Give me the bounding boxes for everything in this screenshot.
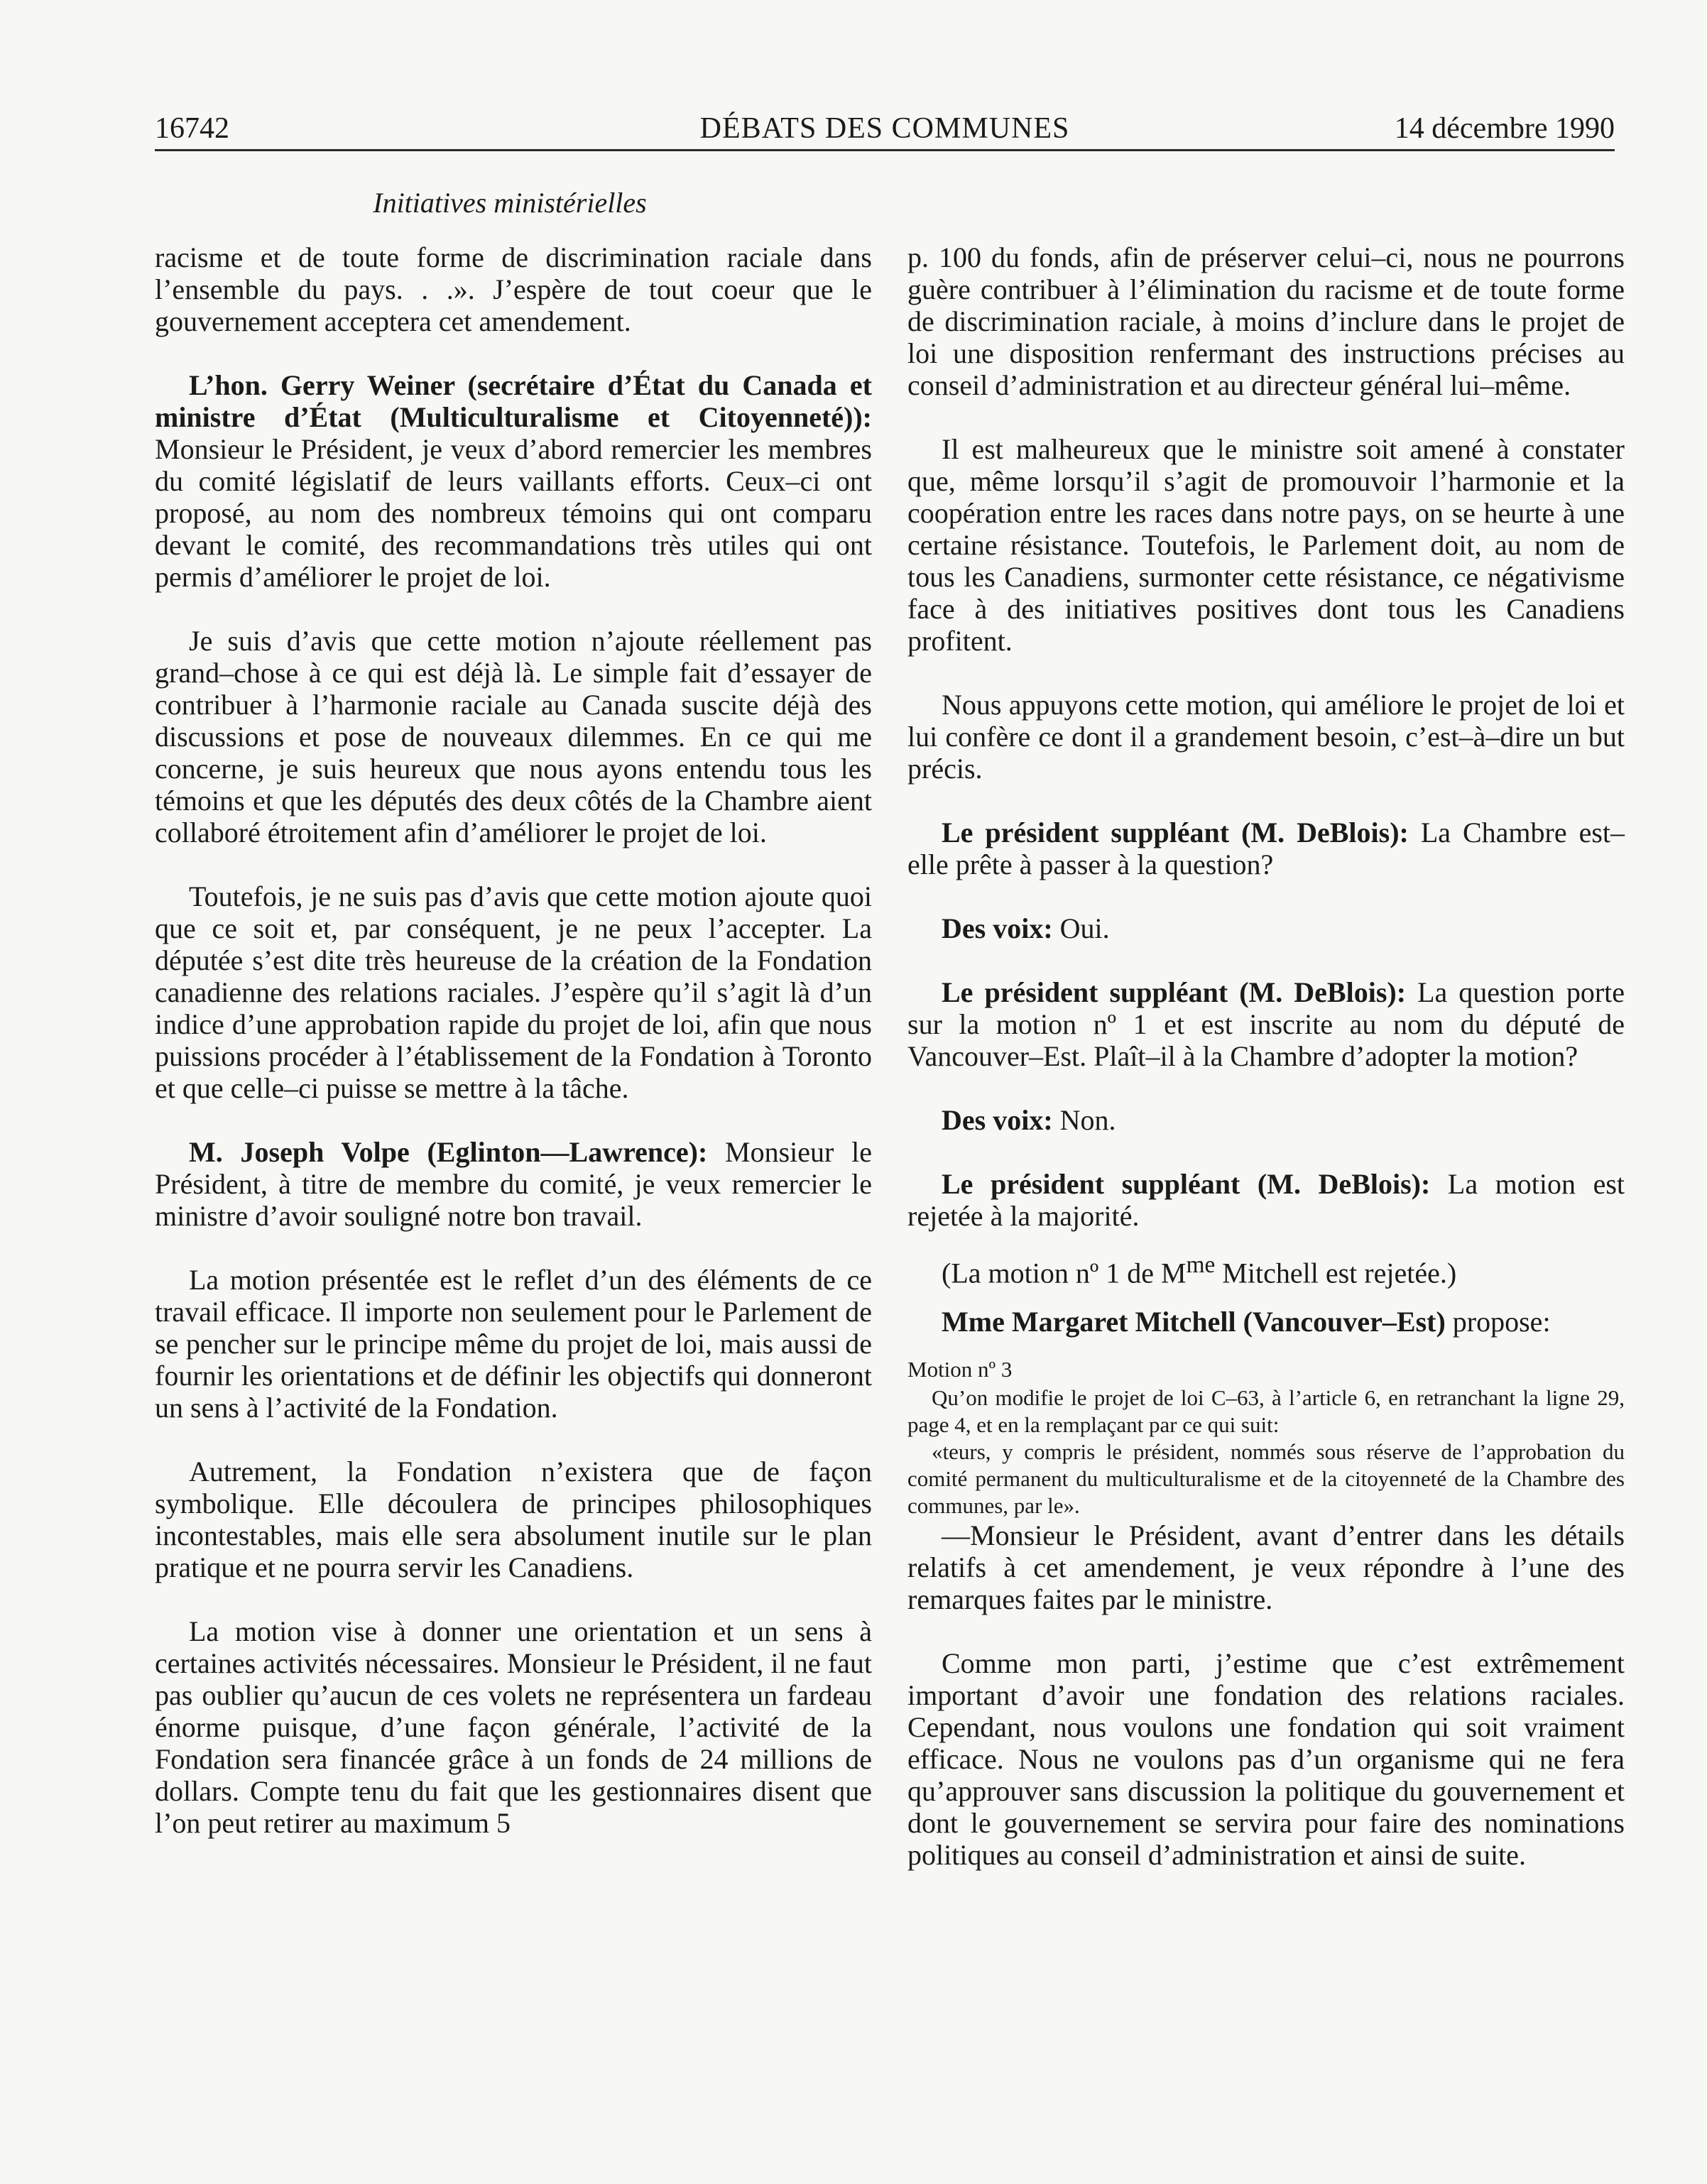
paragraph: La motion vise à donner une orientation et un sens à certaines activités nécessaires. Monsieur le Président, il ne faut pas oublier qu’aucun de ces volets ne représentera un fardeau énorme puisque, d’une façon générale, l’activité de la Fondation sera financée grâce à un fonds de 24 millions de dollars. Compte tenu du fait que les gestionnaires disent que l’on peut retirer au maximum 5 xyxy=(155,1615,872,1839)
paragraph: —Monsieur le Président, avant d’entrer dans les détails relatifs à cet amendement, je veux répondre à l’une des remarques faites par le ministre. xyxy=(907,1519,1625,1616)
speech-paragraph xyxy=(155,1136,872,1232)
paragraph: Je suis d’avis que cette motion n’ajoute réellement pas grand–chose à ce qui est déjà là. Le simple fait d’essayer de contribuer à l’harmonie raciale au Canada suscite déjà des discussions et pose de nouveaux dilemmes. En ce qui me concerne, je suis heureux que nous ayons entendu tous les témoins et que les députés des deux côtés de la Chambre aient collaboré étroitement afin d’améliorer le projet de loi. xyxy=(155,625,872,848)
speech-paragraph xyxy=(907,1306,1625,1338)
motion-label: Motion nº 3 xyxy=(907,1357,1013,1382)
speech-paragraph xyxy=(907,976,1625,1072)
speech-paragraph xyxy=(907,817,1625,880)
speaker-name: M. Joseph Volpe (Eglinton—Lawrence): xyxy=(189,1136,708,1168)
speaker-name: Des voix: xyxy=(942,1104,1053,1136)
page-number: 16742 xyxy=(155,112,229,145)
paragraph: Toutefois, je ne suis pas d’avis que cette motion ajoute quoi que ce soit et, par conséquent, je ne peux l’accepter. La députée s’est dite très heureuse de la création de la Fondation canadienne des relations raciales. J’espère qu’il s’agit là d’un indice d’une approbation rapide du projet de loi, afin que nous puissions procéder à l’établissement de la Fondation à Toronto et que celle–ci puisse se mettre à la tâche. xyxy=(155,880,872,1104)
speaker-name: Des voix: xyxy=(942,912,1053,944)
paragraph: p. 100 du fonds, afin de préserver celui–ci, nous ne pourrons guère contribuer à l’élimination du racisme et de toute forme de discrimination raciale, à moins d’inclure dans le projet de loi une disposition renfermant des instructions précises au conseil d’administration et au directeur général lui–même. xyxy=(907,241,1625,401)
running-header xyxy=(155,107,1615,151)
speaker-name: Le président suppléant (M. DeBlois): xyxy=(942,817,1409,848)
speech-text: La motion est rejetée à la majorité. xyxy=(907,1168,1625,1232)
header-rule xyxy=(155,149,1615,151)
speech-text: Oui. xyxy=(1059,912,1110,944)
superscript: me xyxy=(1186,1252,1216,1278)
right-column xyxy=(907,241,1625,1903)
journal-title: DÉBATS DES COMMUNES xyxy=(699,112,1070,145)
paragraph: Nous appuyons cette motion, qui améliore le projet de loi et lui confère ce dont il a grandement besoin, c’est–à–dire un but précis. xyxy=(907,689,1625,785)
motion-result: (La motion nº 1 de $M^{me}$ Mitchell est rejetée.) xyxy=(942,1252,1457,1289)
paragraph: La motion présentée est le reflet d’un des éléments de ce travail efficace. Il importe non seulement pour le Parlement de se pencher sur le principe même du projet de loi, mais aussi de fournir les orientations et de définir les objectifs qui donneront un sens à l’activité de la Fondation. xyxy=(155,1264,872,1424)
speech-text: Monsieur le Président, je veux d’abord remercier les membres du comité législatif de leurs vaillants efforts. Ceux–ci ont proposé, au nom des nombreux témoins qui ont comparu devant le comité, des recommandations très utiles qui ont permis d’améliorer le projet de loi. xyxy=(155,433,872,593)
speech-text: La question porte sur la motion nº 1 et est inscrite au nom du député de Vancouver–Est. Plaît–il à la Chambre d’adopter la motion? xyxy=(907,976,1625,1072)
motion-quote: «teurs, y compris le président, nommés sous réserve de l’approbation du comité permanent du multiculturalisme et de la citoyenneté de la Chambre des communes, par le». xyxy=(907,1439,1625,1519)
speech-text: Monsieur le Président, à titre de membre du comité, je veux remercier le ministre d’avoir souligné notre bon travail. xyxy=(155,1136,873,1232)
speech-paragraph xyxy=(907,1168,1625,1232)
paragraph: racisme et de toute forme de discrimination raciale dans l’ensemble du pays. . .». J’espère de tout coeur que le gouvernement acceptera cet amendement. xyxy=(155,241,872,337)
paragraph: Il est malheureux que le ministre soit amené à constater que, même lorsqu’il s’agit de promouvoir l’harmonie et la coopération entre les races dans notre pays, on se heurte à une certaine résistance. Toutefois, le Parlement doit, au nom de tous les Canadiens, surmonter cette résistance, ce négativisme face à des initiatives positives dont tous les Canadiens profitent. xyxy=(907,433,1625,657)
motion-text: Qu’on modifie le projet de loi C–63, à l’article 6, en retranchant la ligne 29, page 4, et en la remplaçant par ce qui suit: xyxy=(907,1385,1625,1438)
speech-text: Non. xyxy=(1059,1104,1116,1136)
speaker-name: L’hon. Gerry Weiner (secrétaire d’État du Canada et ministre d’État (Multiculturalisme et Citoyenneté)): xyxy=(155,369,872,433)
left-column xyxy=(155,241,872,1871)
speech-paragraph xyxy=(907,912,1625,944)
paragraph: Comme mon parti, j’estime que c’est extrêmement important d’avoir une fondation des relations raciales. Cependant, nous voulons une fondation qui soit vraiment efficace. Nous ne voulons pas d’un organisme qui ne fera qu’approuver sans discussion la politique du gouvernement et dont le gouvernement se servira pour faire des nominations politiques au conseil d’administration et ainsi de suite. xyxy=(907,1647,1625,1872)
speech-paragraph xyxy=(907,1104,1625,1136)
section-title: Initiatives ministérielles xyxy=(373,187,647,219)
speaker-name: Mme Margaret Mitchell (Vancouver–Est) xyxy=(942,1306,1446,1338)
speech-paragraph xyxy=(155,369,872,593)
header-date: 14 décembre 1990 xyxy=(1394,112,1615,145)
speech-text: La Chambre est–elle prête à passer à la question? xyxy=(907,817,1625,880)
speaker-name: Le président suppléant (M. DeBlois): xyxy=(942,976,1407,1008)
speech-text: propose: xyxy=(1452,1306,1551,1338)
paragraph: Autrement, la Fondation n’existera que de façon symbolique. Elle découlera de principes philosophiques incontestables, mais elle sera absolument inutile sur le plan pratique et ne pourra servir les Canadiens. xyxy=(155,1456,872,1583)
speaker-name: Le président suppléant (M. DeBlois): xyxy=(942,1168,1431,1200)
